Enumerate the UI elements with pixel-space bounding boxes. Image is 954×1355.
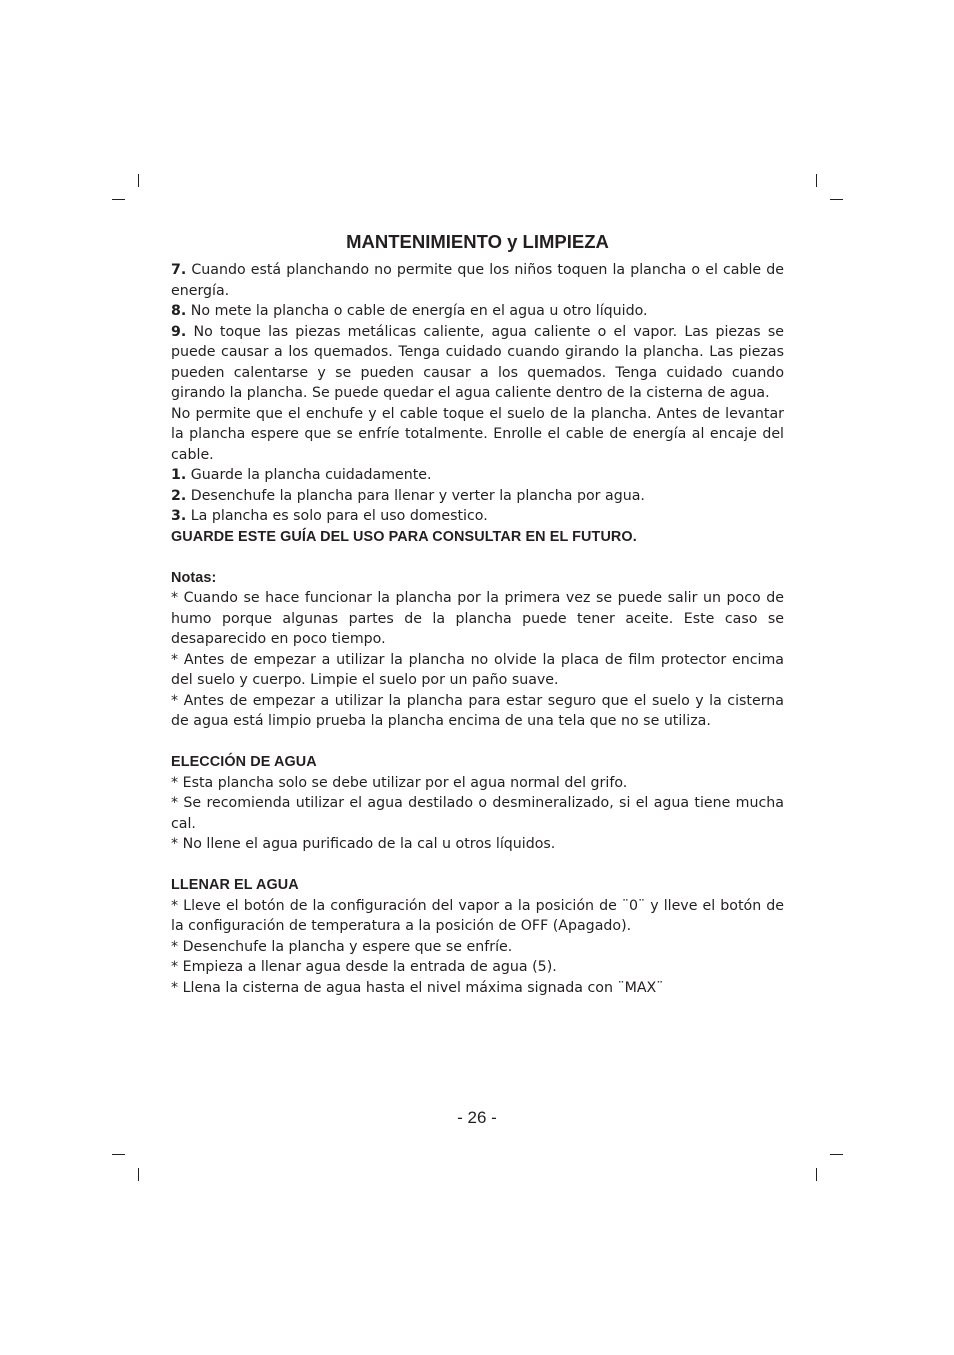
water-choice-item: * Se recomienda utilizar el agua destilado o desmineralizado, si el agua tiene mucha cal. (171, 795, 784, 832)
fill-water-item: * Lleve el botón de la configuración del vapor a la posición de ¨0¨ y lleve el botón de la configuración de temperatura a la posición de OFF (Apagado). (171, 897, 784, 934)
crop-mark (830, 199, 843, 200)
fill-water-heading: LLENAR EL AGUA (171, 877, 299, 893)
list-item: 3. La plancha es solo para el uso domestico. (171, 508, 488, 524)
note-item: * Antes de empezar a utilizar la plancha para estar seguro que el suelo y la cisterna de agua está limpio prueba la plancha encima de una tela que no se utiliza. (171, 692, 784, 729)
page-title: MANTENIMIENTO y LIMPIEZA (346, 231, 609, 252)
crop-mark (138, 174, 139, 187)
paragraph: No permite que el enchufe y el cable toque el suelo de la plancha. Antes de levantar la plancha espere que se enfríe totalmente. Enrolle el cable de energía al encaje del cable. (171, 405, 784, 463)
crop-mark (830, 1154, 843, 1155)
notes-heading: Notas: (171, 569, 217, 586)
crop-mark (816, 174, 817, 187)
page-content (171, 260, 784, 998)
keep-guide-notice: GUARDE ESTE GUÍA DEL USO PARA CONSULTAR EN EL FUTURO. (171, 528, 637, 545)
fill-water-item: * Empieza a llenar agua desde la entrada de agua (5). (171, 959, 557, 975)
crop-mark (816, 1168, 817, 1181)
list-item: 7. Cuando está planchando no permite que los niños toquen la plancha o el cable de energía. (171, 262, 784, 299)
crop-mark (112, 199, 125, 200)
fill-water-item: * Llena la cisterna de agua hasta el nivel máxima signada con ¨MAX¨ (171, 979, 664, 996)
fill-water-item: * Desenchufe la plancha y espere que se enfríe. (171, 938, 513, 955)
page-number: - 26 - (457, 1108, 497, 1127)
list-item: 8. No mete la plancha o cable de energía en el agua u otro líquido. (171, 303, 648, 319)
water-choice-item: * Esta plancha solo se debe utilizar por el agua normal del grifo. (171, 774, 628, 791)
water-choice-heading: ELECCIÓN DE AGUA (171, 754, 317, 770)
note-item: * Cuando se hace funcionar la plancha por la primera vez se puede salir un poco de humo porque algunas partes de la plancha puede tener aceite. Este caso se desaparecido en poco tiempo. (171, 590, 784, 647)
crop-mark (112, 1154, 125, 1155)
list-item: 1. Guarde la plancha cuidadamente. (171, 467, 432, 483)
list-item: 9. No toque las piezas metálicas caliente, agua caliente o el vapor. Las piezas se puede causar a los quemados. Tenga cuidado cuando girando la plancha. Las piezas pueden calentarse y se pueden causar a los quemados. Tenga cuidado cuando girando la plancha. Se puede quedar el agua caliente dentro de la cisterna de agua. (171, 323, 784, 401)
water-choice-item: * No llene el agua purificado de la cal u otros líquidos. (171, 836, 556, 852)
crop-mark (138, 1168, 139, 1181)
list-item: 2. Desenchufe la plancha para llenar y verter la plancha por agua. (171, 487, 645, 504)
note-item: * Antes de empezar a utilizar la plancha no olvide la placa de film protector encima del suelo y cuerpo. Limpie el suelo por un paño suave. (171, 651, 784, 688)
